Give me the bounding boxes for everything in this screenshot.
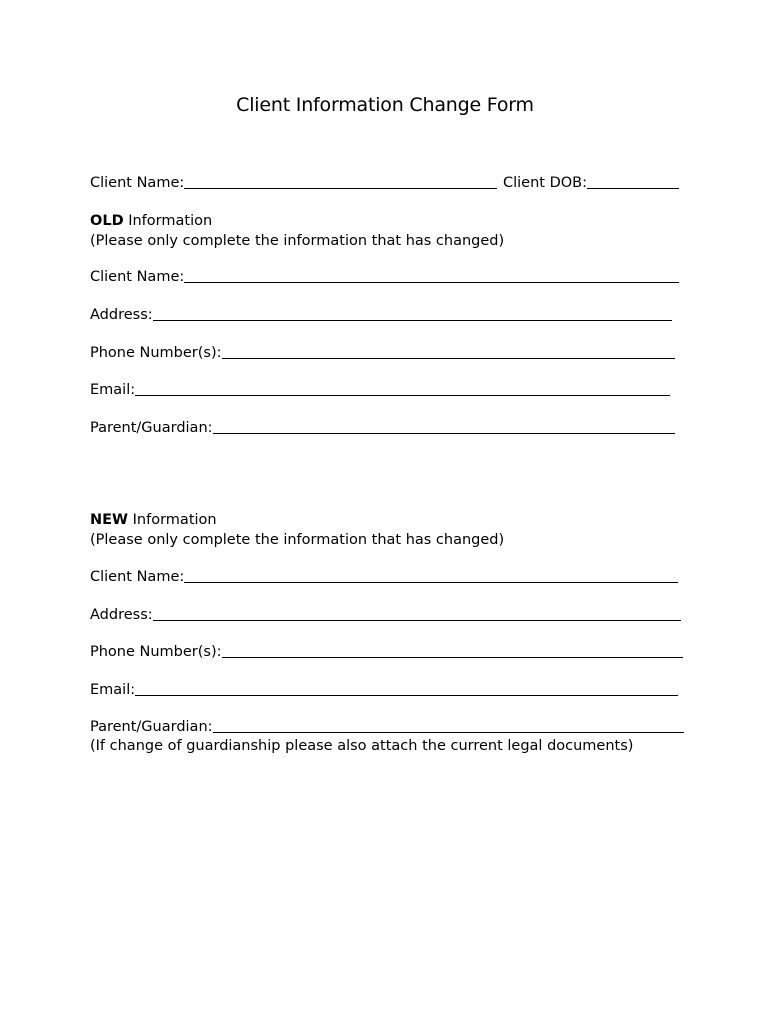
new-client-name-field[interactable] bbox=[184, 582, 678, 583]
new-address-label: Address: bbox=[90, 607, 153, 623]
old-email-label: Email: bbox=[90, 382, 136, 398]
old-email-field[interactable] bbox=[135, 395, 670, 396]
old-client-name-row bbox=[90, 266, 679, 286]
client-name-row bbox=[90, 172, 497, 192]
new-phone-label: Phone Number(s): bbox=[90, 644, 222, 660]
new-address-row bbox=[90, 604, 681, 624]
old-phone-label: Phone Number(s): bbox=[90, 345, 222, 361]
old-client-name-label: Client Name: bbox=[90, 269, 185, 285]
old-guardian-field[interactable] bbox=[213, 433, 675, 434]
old-keyword: OLD bbox=[90, 213, 124, 229]
new-keyword: NEW bbox=[90, 512, 129, 528]
new-client-name-label: Client Name: bbox=[90, 569, 185, 585]
old-phone-row bbox=[90, 342, 675, 362]
form-title: Client Information Change Form bbox=[236, 94, 534, 116]
old-address-field[interactable] bbox=[153, 320, 672, 321]
new-heading-rest: Information bbox=[128, 512, 217, 528]
old-address-label: Address: bbox=[90, 307, 153, 323]
client-name-field[interactable] bbox=[184, 188, 497, 189]
new-email-label: Email: bbox=[90, 682, 136, 698]
new-client-name-row bbox=[90, 566, 678, 586]
new-phone-row bbox=[90, 641, 683, 661]
new-email-row bbox=[90, 679, 678, 699]
old-phone-field[interactable] bbox=[222, 358, 675, 359]
old-email-row bbox=[90, 379, 670, 399]
new-address-field[interactable] bbox=[153, 620, 681, 621]
client-dob-row bbox=[503, 172, 679, 192]
client-dob-label: Client DOB: bbox=[503, 175, 587, 191]
client-name-label: Client Name: bbox=[90, 175, 185, 191]
guardian-attachment-note: (If change of guardianship please also attach the current legal documents) bbox=[90, 738, 634, 754]
old-address-row bbox=[90, 304, 672, 324]
old-heading-rest: Information bbox=[123, 213, 213, 229]
old-guardian-label: Parent/Guardian: bbox=[90, 420, 213, 436]
old-client-name-field[interactable] bbox=[184, 282, 679, 283]
old-guardian-row bbox=[90, 417, 675, 437]
old-section-heading bbox=[90, 211, 212, 231]
new-guardian-row bbox=[90, 716, 684, 736]
client-dob-field[interactable] bbox=[587, 188, 679, 189]
new-phone-field[interactable] bbox=[222, 657, 683, 658]
old-section-instruction: (Please only complete the information that has changed) bbox=[90, 233, 505, 249]
new-guardian-field[interactable] bbox=[213, 732, 684, 733]
new-section-heading bbox=[90, 510, 217, 530]
new-guardian-label: Parent/Guardian: bbox=[90, 719, 213, 735]
new-section-instruction: (Please only complete the information that has changed) bbox=[90, 532, 505, 548]
new-email-field[interactable] bbox=[135, 695, 678, 696]
